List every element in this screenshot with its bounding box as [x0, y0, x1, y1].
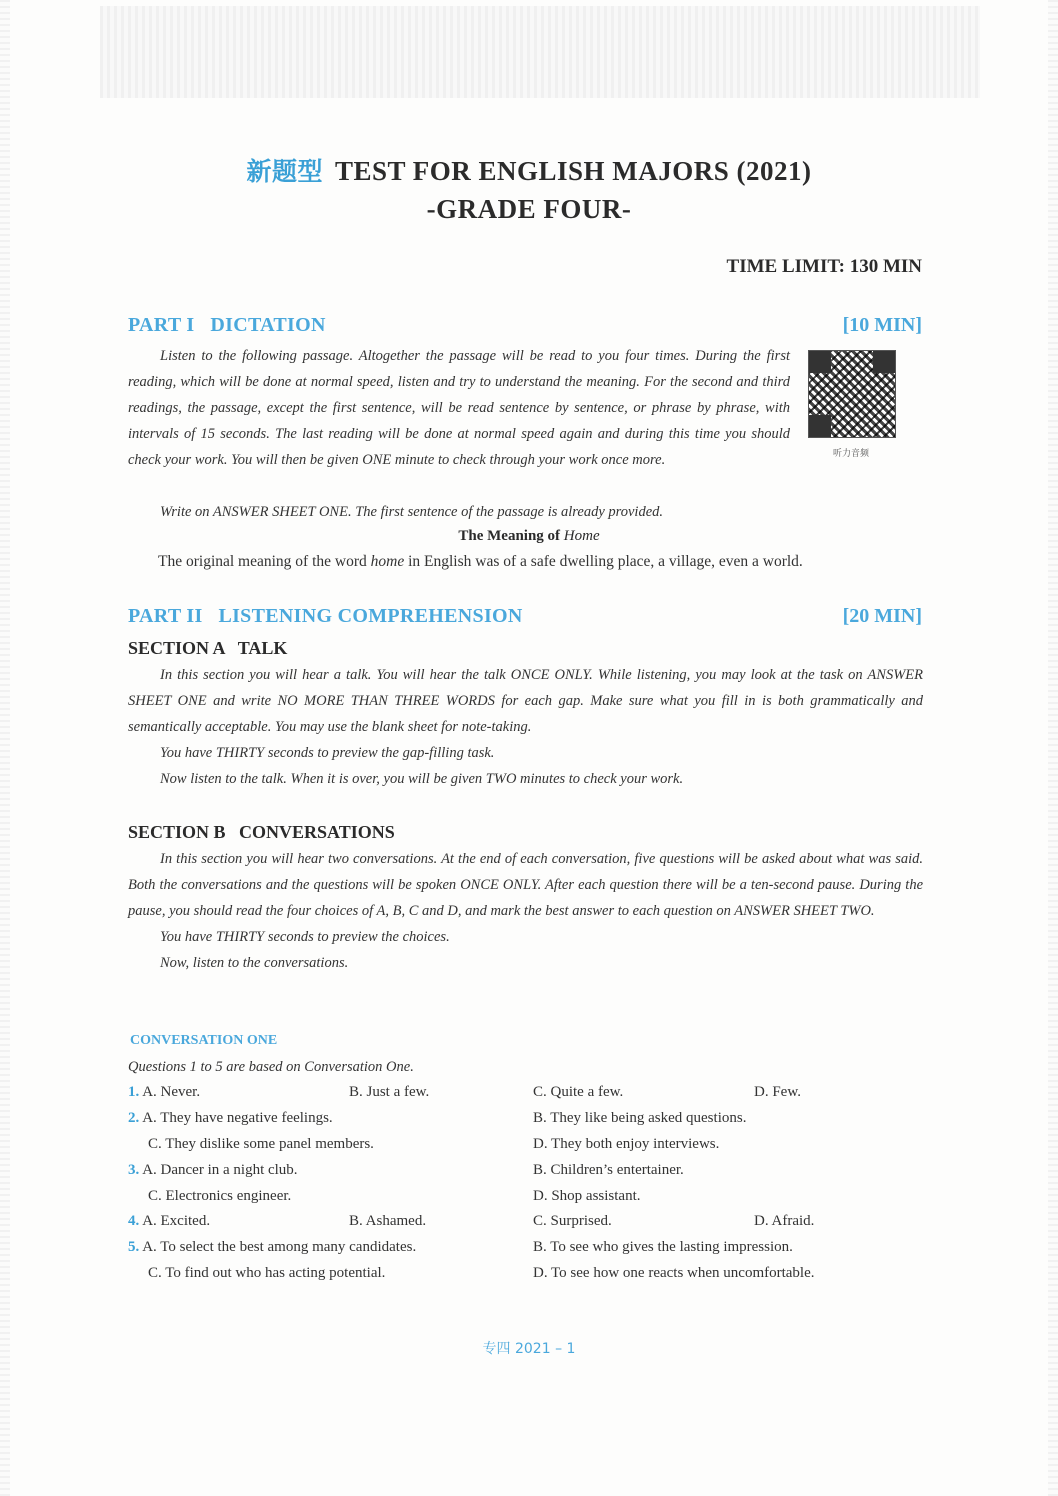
- q1-number: 1.: [128, 1084, 140, 1100]
- part1-instructions: [128, 343, 790, 473]
- first-sentence: [158, 553, 803, 571]
- part1-instr1: Listen to the following passage. Altogether the passage will be read to you four times. During the first reading, which will be done at normal speed, listen and try to understand the meaning. For the second and third readings, the passage, except the first sentence, will be read sentence by sentence, or phrase by phrase, with intervals of 15 seconds. The last reading will be done at normal speed again and during this time you should check your work. You will then be given ONE minute to check through your work once more.: [128, 348, 790, 468]
- sectionA-instructions: [128, 662, 923, 792]
- sectionA-p3: Now listen to the talk. When it is over, you will be given TWO minutes to check your work.: [160, 771, 684, 787]
- q2-option-c[interactable]: C. They dislike some panel members.: [148, 1136, 374, 1152]
- exam-title: [0, 152, 1058, 188]
- title-line2: -GRADE FOUR-: [426, 194, 632, 224]
- q4-option-a[interactable]: A. Excited.: [142, 1213, 211, 1229]
- part2-time: [20 MIN]: [842, 605, 922, 627]
- qr-code-icon[interactable]: [808, 350, 896, 438]
- sectionA-p1: In this section you will hear a talk. You will hear the talk ONCE ONLY. While listening, you may look at the task on ANSWER SHEET ONE and write NO MORE THAN THREE WORDS for each gap. Make sure what you fill in is both grammatically and semantically acceptable. You may use the blank sheet for note-taking.: [128, 667, 923, 735]
- sectionB-title: SECTION B CONVERSATIONS: [128, 822, 395, 842]
- sectionB-p3: Now, listen to the conversations.: [160, 955, 349, 971]
- passage-title-prefix: The Meaning of: [458, 528, 561, 544]
- question-4: [128, 1213, 210, 1230]
- q1-option-a[interactable]: A. Never.: [142, 1084, 201, 1100]
- page-footer: 专四 2021 – 1: [482, 1341, 576, 1357]
- q4-option-d[interactable]: D. Afraid.: [754, 1213, 815, 1229]
- first-sentence-word: home: [370, 553, 405, 570]
- title-line1: TEST FOR ENGLISH MAJORS (2021): [334, 156, 812, 186]
- first-sentence-b: in English was of a safe dwelling place, a village, even a world.: [408, 553, 803, 570]
- conversation-one-title: CONVERSATION ONE: [130, 1033, 278, 1048]
- q3-number: 3.: [128, 1162, 140, 1178]
- q3-option-b[interactable]: B. Children’s entertainer.: [533, 1162, 684, 1178]
- first-sentence-a: The original meaning of the word: [158, 553, 367, 570]
- q5-option-d[interactable]: D. To see how one reacts when uncomfortable.: [533, 1265, 815, 1281]
- sectionA-p2: You have THIRTY seconds to preview the gap-filling task.: [160, 745, 495, 761]
- q4-number: 4.: [128, 1213, 140, 1229]
- q5-option-b[interactable]: B. To see who gives the lasting impression.: [533, 1239, 793, 1255]
- scan-artifact-top: [100, 6, 980, 98]
- qr-label: 听力音频: [832, 449, 869, 459]
- question-5: [128, 1239, 416, 1256]
- q1-option-d[interactable]: D. Few.: [754, 1084, 801, 1100]
- part1-time: [10 MIN]: [842, 314, 922, 336]
- q5-option-c[interactable]: C. To find out who has acting potential.: [148, 1265, 386, 1281]
- q5-option-a[interactable]: A. To select the best among many candidates.: [142, 1239, 417, 1255]
- q2-option-b[interactable]: B. They like being asked questions.: [533, 1110, 747, 1126]
- passage-title: [0, 528, 1058, 545]
- part1-title: PART I DICTATION: [128, 314, 326, 336]
- q3-option-d[interactable]: D. Shop assistant.: [533, 1188, 641, 1204]
- title-cn-tag: 新题型: [246, 157, 323, 186]
- conv1-intro-text: Questions 1 to 5 are based on Conversation One.: [128, 1059, 414, 1075]
- conversation-one-intro: [128, 1054, 923, 1080]
- sectionB-instructions: [128, 846, 923, 976]
- q4-option-b[interactable]: B. Ashamed.: [349, 1213, 427, 1229]
- passage-title-word: Home: [563, 528, 600, 544]
- part2-title: PART II LISTENING COMPREHENSION: [128, 605, 523, 627]
- q5-number: 5.: [128, 1239, 140, 1255]
- q4-option-c[interactable]: C. Surprised.: [533, 1213, 612, 1229]
- time-limit: TIME LIMIT: 130 MIN: [726, 256, 922, 277]
- q2-number: 2.: [128, 1110, 140, 1126]
- sectionB-p2: You have THIRTY seconds to preview the choices.: [160, 929, 450, 945]
- q2-option-a[interactable]: A. They have negative feelings.: [142, 1110, 333, 1126]
- question-3: [128, 1162, 298, 1179]
- q3-option-a[interactable]: A. Dancer in a night club.: [142, 1162, 298, 1178]
- sectionB-p1: In this section you will hear two conversations. At the end of each conversation, five questions will be asked about what was said. Both the conversations and the questions will be spoken ONCE ONLY. After each question there will be a ten-second pause. During the pause, you should read the four choices of A, B, C and D, and mark the best answer to each question on ANSWER SHEET TWO.: [128, 851, 923, 919]
- q2-option-d[interactable]: D. They both enjoy interviews.: [533, 1136, 720, 1152]
- part1-instr2: Write on ANSWER SHEET ONE. The first sentence of the passage is already provided.: [160, 504, 664, 520]
- q1-option-b[interactable]: B. Just a few.: [349, 1084, 430, 1100]
- q3-option-c[interactable]: C. Electronics engineer.: [148, 1188, 292, 1204]
- question-2: [128, 1110, 333, 1127]
- q1-option-c[interactable]: C. Quite a few.: [533, 1084, 624, 1100]
- question-1: [128, 1084, 200, 1101]
- part1-instructions-2: [128, 499, 923, 525]
- sectionA-title: SECTION A TALK: [128, 638, 288, 658]
